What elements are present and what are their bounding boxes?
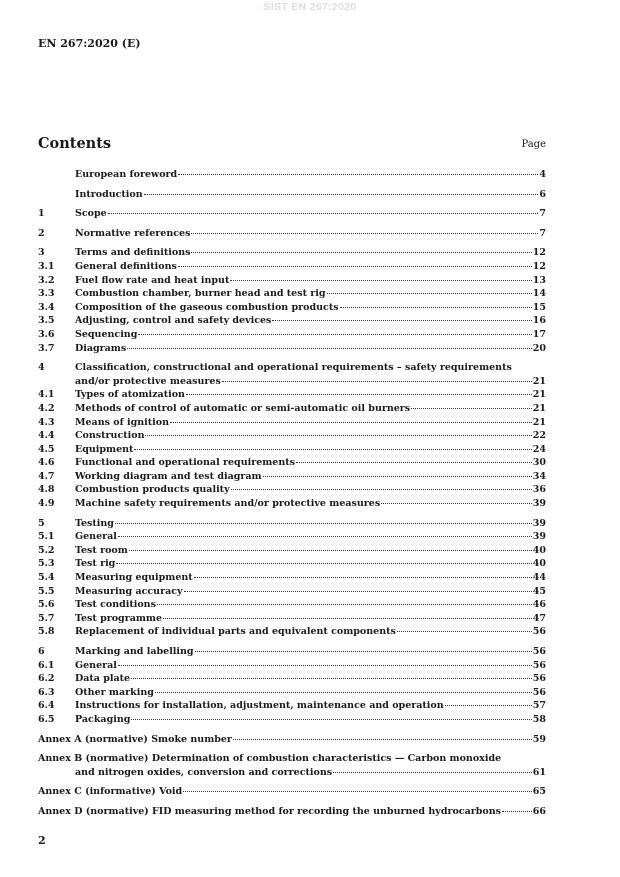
toc-entry[interactable] [38,361,546,388]
toc-entry-page: 39 [532,498,546,510]
toc-entry-number: 2 [38,227,45,239]
toc-entry-number: 6.3 [38,686,55,698]
toc-entry-page: 12 [532,260,546,272]
toc-entry-page: 56 [532,626,546,638]
toc-entry[interactable] [38,686,546,700]
toc-entry-number: 3.3 [38,288,55,300]
toc-entry-number: 5.2 [38,544,55,556]
toc-entry-number: 4.8 [38,484,55,496]
toc-entry-number: 4.9 [38,498,55,510]
toc-entry-page: 14 [532,288,546,300]
toc-entry-page: 20 [532,342,546,354]
toc-leader-dots [333,772,532,773]
toc-entry[interactable] [38,416,546,430]
toc-entry-title: Types of atomization [75,389,185,401]
toc-entry[interactable] [38,388,546,402]
toc-entry-number: 6.5 [38,713,55,725]
toc-leader-dots [129,550,532,551]
toc-leader-dots [183,791,532,792]
toc-entry-title: Normative references [75,227,191,239]
toc-entry-title: Construction [75,430,145,442]
toc-entry-title: Data plate [75,673,131,685]
toc-entry-title: Annex C (informative) Void [38,786,183,798]
toc-entry[interactable] [38,530,546,544]
toc-entry-number: 5.8 [38,626,55,638]
toc-entry[interactable] [38,517,546,531]
toc-leader-dots [263,476,532,477]
toc-leader-dots [381,503,532,504]
toc-entry-number: 5.6 [38,599,55,611]
toc-entry-number: 3.6 [38,328,55,340]
toc-leader-dots [155,692,532,693]
toc-entry[interactable] [38,227,546,241]
toc-entry[interactable] [38,443,546,457]
toc-entry-page: 7 [539,227,546,239]
toc-leader-dots [194,577,532,578]
toc-entry[interactable] [38,274,546,288]
toc-entry-title: Working diagram and test diagram [75,470,262,482]
toc-entry-title: Functional and operational requirements [75,457,295,469]
toc-entry[interactable] [38,246,546,260]
toc-entry-title: Other marking [75,686,154,698]
toc-entry-title: Composition of the gaseous combustion products [75,301,339,313]
toc-leader-dots [127,348,532,349]
toc-entry[interactable] [38,260,546,274]
toc-entry-page: 65 [532,786,546,798]
toc-entry[interactable] [38,314,546,328]
toc-entry-title: General [75,531,117,543]
toc-entry-page: 59 [532,733,546,745]
toc-entry[interactable] [38,612,546,626]
toc-entry-number: 4 [38,362,45,374]
toc-entry-page: 61 [532,766,546,778]
toc-leader-dots [178,266,532,267]
toc-entry-page: 13 [532,274,546,286]
toc-entry-title: Terms and definitions [75,247,191,259]
toc-entry-title-line1: Annex B (normative) Determination of combustion characteristics — Carbon monoxide [38,753,502,765]
toc-entry[interactable] [38,785,546,799]
toc-entry[interactable] [38,342,546,356]
toc-leader-dots [157,604,532,605]
toc-entry-title: Adjusting, control and safety devices [75,315,272,327]
toc-entry-number: 6.2 [38,673,55,685]
toc-entry[interactable] [38,598,546,612]
toc-entry-title: Test programme [75,612,163,624]
toc-entry-page: 21 [532,389,546,401]
toc-leader-dots [163,618,532,619]
toc-entry-title: Combustion chamber, burner head and test rig [75,288,326,300]
toc-entry-title: and/or protective measures [75,375,221,387]
toc-entry-page: 46 [532,599,546,611]
toc-entry-number: 6.1 [38,659,55,671]
toc-entry-number: 4.2 [38,402,55,414]
toc-leader-dots [272,320,531,321]
toc-leader-dots [231,489,532,490]
toc-entry-number: 4.5 [38,443,55,455]
toc-entry-page: 56 [532,673,546,685]
toc-leader-dots [191,233,538,234]
toc-leader-dots [411,408,532,409]
toc-entry[interactable] [38,328,546,342]
toc-leader-dots [134,449,531,450]
toc-entry-page: 56 [532,646,546,657]
toc-entry-title: Machine safety requirements and/or protective measures [75,498,381,510]
toc-entry-title: Test rig [75,558,116,570]
toc-entry-page: 40 [532,558,546,570]
toc-entry-page: 24 [532,443,546,455]
toc-entry-title: Testing [75,517,114,529]
toc-leader-dots [108,213,539,214]
toc-entry[interactable] [38,557,546,571]
toc-entry-page: 6 [539,188,546,200]
toc-entry-number: 3.5 [38,315,55,327]
toc-entry[interactable] [38,429,546,443]
toc-entry-number: 3.1 [38,260,55,272]
toc-entry-number [38,188,75,202]
toc-entry-title: Marking and labelling [75,646,194,657]
toc-entry-number: 4.7 [38,470,55,482]
toc-entry[interactable] [38,188,546,202]
toc-entry[interactable] [38,483,546,497]
toc-entry-page: 21 [532,375,546,387]
toc-entry[interactable] [38,699,546,713]
toc-entry-number: 6 [38,646,45,657]
toc-entry-title: General [75,659,117,671]
toc-leader-dots [145,435,531,436]
toc-leader-dots [186,394,532,395]
page-number: 2 [38,834,46,847]
toc-leader-dots [296,462,532,463]
toc-entry-number: 6.4 [38,700,55,712]
toc-entry-number: 5.3 [38,558,55,570]
toc-entry-number: 3.4 [38,301,55,313]
toc-leader-dots [131,678,532,679]
toc-leader-dots [445,705,532,706]
toc-entry-title: Methods of control of automatic or semi-automatic oil burners [75,402,411,414]
toc-entry-page: 22 [532,430,546,442]
toc-entry-page: 4 [539,169,546,180]
toc-entry[interactable] [38,544,546,558]
toc-entry-title: Combustion products quality [75,484,230,496]
toc-entry-page: 21 [532,402,546,414]
toc-entry-page: 17 [532,328,546,340]
toc-entry-page: 66 [532,805,546,817]
toc-entry-title: Scope [75,208,107,220]
toc-entry-title: Fuel flow rate and heat input [75,274,230,286]
table-of-contents [38,168,546,819]
toc-leader-dots [118,665,532,666]
toc-entry-title: Annex A (normative) Smoke number [38,733,232,745]
toc-entry-title: Packaging [75,713,131,725]
toc-entry-title: Instructions for installation, adjustment, maintenance and operation [75,700,444,712]
toc-entry-title: Means of ignition [75,416,170,428]
toc-leader-dots [184,591,532,592]
toc-leader-dots [195,651,532,652]
toc-leader-dots [502,811,532,812]
toc-leader-dots [115,523,532,524]
toc-entry-number: 4.6 [38,457,55,469]
toc-entry-page: 58 [532,713,546,725]
toc-entry-page: 56 [532,686,546,698]
watermark: SIST EN 267:2020 [263,1,357,13]
toc-entry[interactable] [38,168,546,182]
toc-entry-number: 3 [38,247,45,259]
toc-leader-dots [144,194,539,195]
toc-leader-dots [340,307,532,308]
toc-entry-page: 30 [532,457,546,469]
toc-entry-title: Diagrams [75,342,127,354]
toc-entry-number: 4.1 [38,389,55,401]
toc-entry[interactable] [38,733,546,747]
toc-entry-page: 40 [532,544,546,556]
document-id: EN 267:2020 (E) [38,37,141,50]
toc-entry-number [38,168,75,182]
toc-entry-page: 39 [532,517,546,529]
toc-entry-number: 4.3 [38,416,55,428]
toc-entry-title: Equipment [75,443,134,455]
toc-leader-dots [178,174,538,175]
toc-entry-page: 56 [532,659,546,671]
toc-entry-page: 39 [532,531,546,543]
toc-entry-page: 15 [532,301,546,313]
toc-entry[interactable] [38,287,546,301]
toc-entry-page: 57 [532,700,546,712]
toc-entry[interactable] [38,713,546,727]
toc-entry-title: Test conditions [75,599,156,611]
toc-entry[interactable] [38,402,546,416]
toc-entry-title: Sequencing [75,328,138,340]
toc-entry[interactable] [38,571,546,585]
toc-leader-dots [233,739,532,740]
toc-entry-title: Introduction [75,188,143,200]
toc-leader-dots [230,280,531,281]
toc-entry-number: 3.7 [38,342,55,354]
toc-entry-page: 36 [532,484,546,496]
toc-entry-title: Measuring accuracy [75,585,183,597]
toc-entry-number: 4.4 [38,430,55,442]
toc-entry-page: 47 [532,612,546,624]
toc-entry[interactable] [38,672,546,686]
toc-entry[interactable] [38,497,546,511]
toc-entry[interactable] [38,645,546,659]
page-column-label: Page [521,139,546,150]
toc-entry-page: 21 [532,416,546,428]
toc-leader-dots [118,536,532,537]
toc-entry-page: 34 [532,470,546,482]
toc-leader-dots [222,381,532,382]
toc-entry-title-line1: Classification, constructional and operational requirements – safety requirements [75,362,512,374]
toc-entry-title: and nitrogen oxides, conversion and corrections [75,766,333,778]
toc-leader-dots [327,293,532,294]
toc-entry-number: 3.2 [38,274,55,286]
toc-entry-page: 45 [532,585,546,597]
toc-leader-dots [138,334,531,335]
toc-entry-number: 5.4 [38,572,55,584]
toc-entry-title: Replacement of individual parts and equivalent components [75,626,396,638]
toc-entry-title: Test room [75,544,128,556]
toc-entry-page: 7 [539,208,546,220]
toc-leader-dots [131,719,531,720]
toc-leader-dots [170,422,532,423]
toc-entry-title: Measuring equipment [75,572,193,584]
toc-entry-number: 1 [38,208,45,220]
toc-entry-title: European foreword [75,169,178,180]
contents-heading: Contents [38,135,112,152]
toc-entry-title: Annex D (normative) FID measuring method for recording the unburned hydrocarbons [38,805,501,817]
toc-entry-number: 5.5 [38,585,55,597]
toc-entry[interactable] [38,470,546,484]
toc-entry[interactable] [38,805,546,819]
toc-entry-number: 5 [38,517,45,529]
toc-leader-dots [397,631,532,632]
toc-entry[interactable] [38,456,546,470]
toc-entry-page: 16 [532,315,546,327]
toc-entry-title: General definitions [75,260,177,272]
toc-entry[interactable] [38,301,546,315]
toc-entry-number: 5.7 [38,612,55,624]
toc-entry[interactable] [38,207,546,221]
toc-entry[interactable] [38,659,546,673]
toc-entry[interactable] [38,752,546,779]
toc-entry-number: 5.1 [38,531,55,543]
toc-leader-dots [116,563,531,564]
toc-leader-dots [191,252,531,253]
toc-entry-page: 12 [532,247,546,259]
toc-entry-page: 44 [532,572,546,584]
toc-entry[interactable] [38,585,546,599]
toc-entry[interactable] [38,625,546,639]
